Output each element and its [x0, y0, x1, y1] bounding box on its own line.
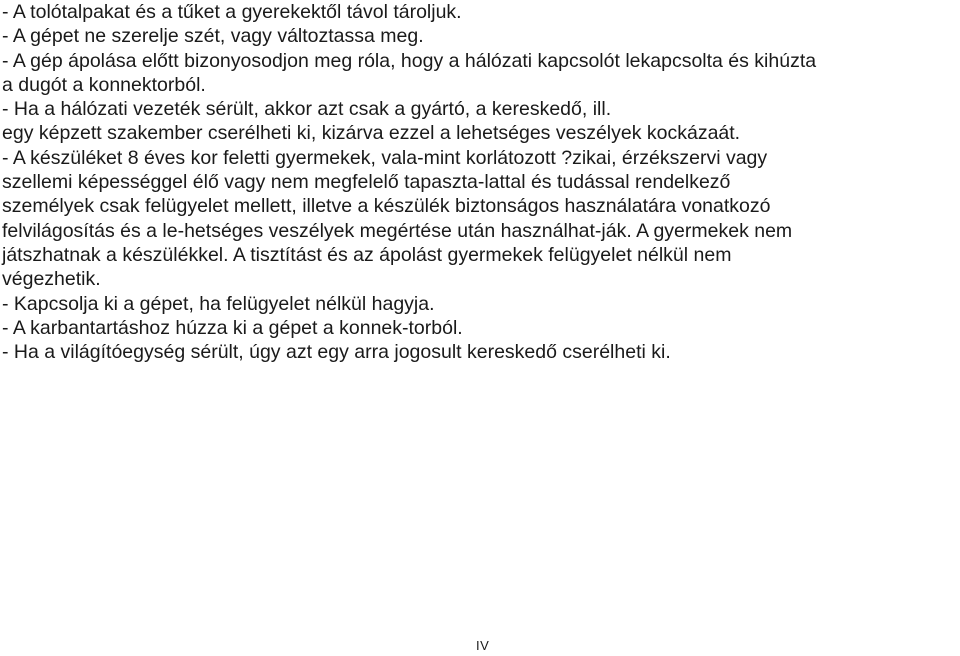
text-line: - A készüléket 8 éves kor feletti gyermekek, vala-mint korlátozott ?zikai, érzékszervi vagy — [2, 146, 768, 169]
text-line: felvilágosítás és a le-hetséges veszélyek megértése után használhat-ják. A gyermekek nem — [2, 219, 793, 242]
page-number: IV — [476, 638, 490, 653]
text-line: játszhatnak a készülékkel. A tisztítást és az ápolást gyermekek felügyelet nélkül nem — [2, 243, 732, 266]
safety-instructions-text — [2, 0, 958, 364]
text-line: - A tolótalpakat és a tűket a gyerekektől távol tároljuk. — [2, 1, 462, 23]
text-line: - A karbantartáshoz húzza ki a gépet a konnek-torból. — [2, 316, 463, 339]
text-line: - A gépet ne szerelje szét, vagy változtassa meg. — [2, 25, 424, 48]
text-line: a dugót a konnektorból. — [2, 73, 206, 96]
text-line: egy képzett szakember cserélheti ki, kizárva ezzel a lehetséges veszélyek kockázaát. — [2, 122, 741, 145]
text-line: - Ha a világítóegység sérült, úgy azt egy arra jogosult kereskedő cserélheti ki. — [2, 341, 671, 364]
text-line: személyek csak felügyelet mellett, illetve a készülék biztonságos használatára vonatkozó — [2, 195, 771, 218]
text-line: végezhetik. — [2, 268, 101, 291]
text-line: szellemi képességgel élő vagy nem megfelelő tapaszta-lattal és tudással rendelkező — [2, 171, 731, 194]
text-line: - Kapcsolja ki a gépet, ha felügyelet nélkül hagyja. — [2, 292, 435, 315]
text-line: - A gép ápolása előtt bizonyosodjon meg róla, hogy a hálózati kapcsolót lekapcsolta és kihúzta — [2, 49, 817, 72]
text-line: - Ha a hálózati vezeték sérült, akkor azt csak a gyártó, a kereskedő, ill. — [2, 98, 612, 121]
